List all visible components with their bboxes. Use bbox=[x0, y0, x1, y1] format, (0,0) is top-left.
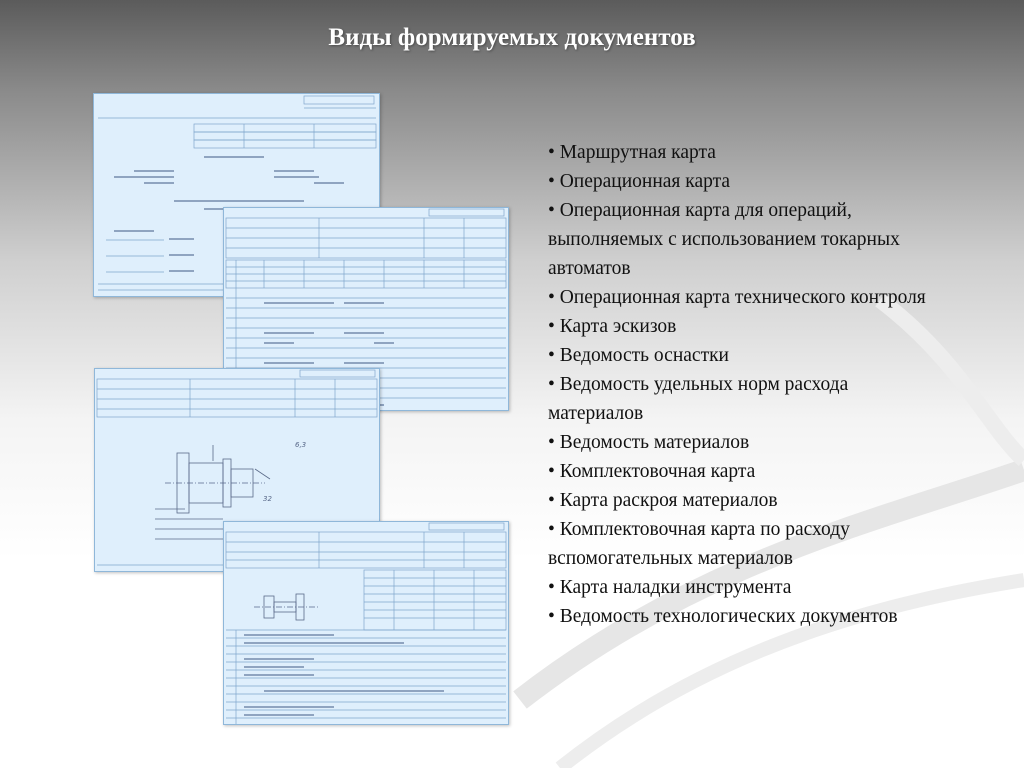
svg-text:6,3: 6,3 bbox=[295, 441, 307, 449]
list-item: • Ведомость материалов bbox=[548, 432, 750, 453]
list-item: • Карта эскизов bbox=[548, 316, 677, 337]
document-types-list bbox=[548, 138, 948, 631]
svg-text:32: 32 bbox=[263, 495, 272, 503]
list-item: • Ведомость технологических документов bbox=[548, 606, 898, 627]
list-item: • Операционная карта технического контроля bbox=[548, 287, 926, 308]
document-thumbnail-tool-setup-card bbox=[223, 521, 509, 725]
list-item: • Ведомость оснастки bbox=[548, 345, 729, 366]
list-item: • Карта раскроя материалов bbox=[548, 490, 778, 511]
list-item: • Маршрутная карта bbox=[548, 142, 716, 163]
list-item: • Комплектовочная карта bbox=[548, 461, 756, 482]
slide-title: Виды формируемых документов bbox=[328, 24, 696, 51]
list-item: • Комплектовочная карта по расходу вспомогательных материалов bbox=[548, 519, 850, 569]
list-item: • Карта наладки инструмента bbox=[548, 577, 792, 598]
list-item: • Ведомость удельных норм расхода материалов bbox=[548, 374, 849, 424]
list-item: • Операционная карта для операций, выполняемых с использованием токарных автоматов bbox=[548, 200, 900, 279]
list-item: • Операционная карта bbox=[548, 171, 731, 192]
